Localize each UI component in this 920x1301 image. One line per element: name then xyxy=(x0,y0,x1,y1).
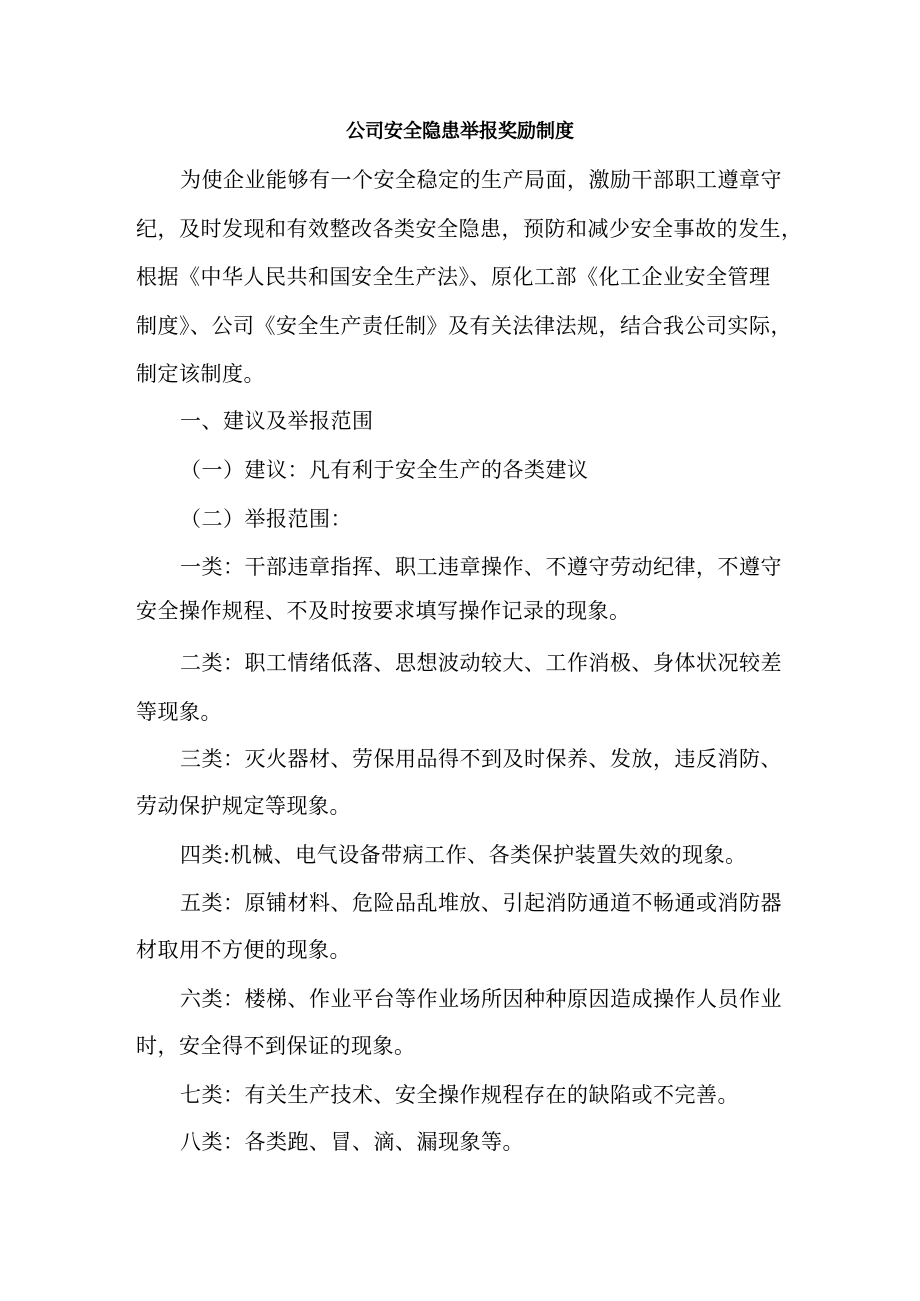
intro-line-4: 制度》、公司《安全生产责任制》及有关法律法规，结合我公司实际， xyxy=(136,314,792,338)
subsection-suggestion: （一）建议：凡有利于安全生产的各类建议 xyxy=(180,458,589,482)
document-title: 公司安全隐患举报奖励制度 xyxy=(345,120,574,142)
category-7-line-1: 七类：有关生产技术、安全操作规程存在的缺陷或不完善。 xyxy=(180,1083,739,1107)
category-2-line-2: 等现象。 xyxy=(136,700,222,724)
intro-line-2: 纪，及时发现和有效整改各类安全隐患，预防和减少安全事故的发生， xyxy=(136,217,803,241)
category-6-line-2: 时，安全得不到保证的现象。 xyxy=(136,1034,416,1058)
subsection-report-scope: （二）举报范围： xyxy=(180,507,352,531)
category-2-line-1: 二类：职工情绪低落、思想波动较大、工作消极、身体状况较差 xyxy=(180,651,782,675)
category-3-line-1: 三类：灭火器材、劳保用品得不到及时保养、发放，违反消防、 xyxy=(180,747,782,771)
intro-line-1: 为使企业能够有一个安全稳定的生产局面，激励干部职工遵章守 xyxy=(180,168,782,192)
category-1-line-1: 一类：干部违章指挥、职工违章操作、不遵守劳动纪律，不遵守 xyxy=(180,555,782,579)
intro-line-3: 根据《中华人民共和国安全生产法》、原化工部《化工企业安全管理 xyxy=(136,265,771,289)
category-1-line-2: 安全操作规程、不及时按要求填写操作记录的现象。 xyxy=(136,599,631,623)
category-6-line-1: 六类：楼梯、作业平台等作业场所因种种原因造成操作人员作业 xyxy=(180,987,782,1011)
intro-line-5: 制定该制度。 xyxy=(136,362,265,386)
category-5-line-2: 材取用不方便的现象。 xyxy=(136,938,351,962)
category-4-line-1: 四类:机械、电气设备带病工作、各类保护装置失效的现象。 xyxy=(180,843,747,867)
category-5-line-1: 五类：原铺材料、危险品乱堆放、引起消防通道不畅通或消防器 xyxy=(180,891,782,915)
section-heading-1: 一、建议及举报范围 xyxy=(180,409,374,433)
category-3-line-2: 劳动保护规定等现象。 xyxy=(136,794,351,818)
category-8-line-1: 八类：各类跑、冒、滴、漏现象等。 xyxy=(180,1130,524,1154)
